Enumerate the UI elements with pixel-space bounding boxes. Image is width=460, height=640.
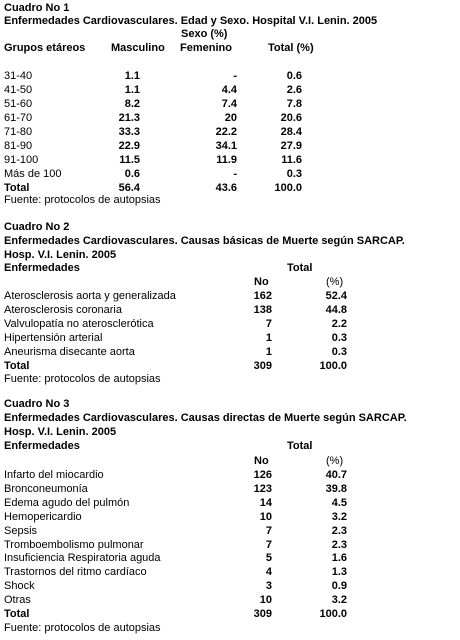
total-pct-cell: 100.0 [274,182,302,194]
table-row [0,290,460,304]
table-2-sub-pct: (%) [326,276,344,288]
count-cell: 162 [253,290,272,302]
table-1-source: Fuente: protocolos de autopsias [4,194,161,206]
table-3-title-line2: Hosp. V.I. Lenin. 2005 [4,426,117,438]
table-row [0,539,460,553]
table-row [0,580,460,594]
table-row [0,552,460,566]
cause-cell: Hemopericardio [4,510,82,523]
percent-cell: 40.7 [325,469,347,481]
female-pct-cell: - [233,168,237,180]
female-pct-cell: 34.1 [215,140,237,152]
table-3-caption: Cuadro No 3 [4,398,70,410]
count-cell: 1 [265,346,272,358]
table-2-col-header-total: Total [287,262,313,274]
table-row [0,126,460,140]
female-pct-cell: 7.4 [221,98,237,110]
female-pct-cell: - [233,70,237,82]
cause-cell: Total [4,608,30,620]
cause-cell: Hipertensión arterial [4,332,103,344]
cause-cell: Valvulopatía no aterosclerótica [4,318,154,330]
percent-cell: 44.8 [325,304,347,316]
table-row [0,168,460,182]
cause-cell: Otras [4,594,31,607]
cause-cell: Aterosclerosis aorta y generalizada [4,290,176,302]
age-group-cell: 91-100 [4,154,39,166]
count-cell: 4 [265,566,272,579]
cause-cell: Total [4,360,30,372]
percent-cell: 2.3 [331,524,347,537]
cause-cell: Trastornos del ritmo cardíaco [4,566,147,579]
percent-cell: 2.2 [331,318,347,330]
cause-cell: Aneurisma disecante aorta [4,346,135,358]
percent-cell: 3.2 [331,510,347,523]
male-pct-cell: 11.5 [119,154,140,166]
table-3-col-header-total: Total [287,440,313,452]
total-pct-cell: 27.9 [280,140,302,152]
cause-cell: Infarto del miocardio [4,469,104,481]
count-cell: 10 [259,594,272,607]
count-cell: 7 [265,538,272,551]
percent-cell: 52.4 [325,290,347,302]
male-pct-cell: 21.3 [118,112,140,124]
table-3-sub-no: No [254,455,269,467]
table-row [0,525,460,539]
male-pct-cell: 1.1 [124,84,140,96]
cause-cell: Shock [4,580,35,593]
table-row [0,70,460,84]
percent-cell: 1.3 [331,566,347,579]
table-2-title-line1: Enfermedades Cardiovasculares. Causas básicas de Muerte según SARCAP. [4,235,405,247]
table-2-col-header-left: Enfermedades [4,262,80,274]
table-row [0,566,460,580]
table-2-sub-no: No [254,276,269,288]
table-1-title: Enfermedades Cardiovasculares. Edad y Sexo. Hospital V.I. Lenin. 2005 [4,15,378,27]
female-pct-cell: 22.2 [215,126,237,138]
count-cell: 126 [253,469,272,481]
table-row [0,497,460,511]
total-pct-cell: 20.6 [280,112,302,124]
table-1-col-header-male: Masculino [111,42,165,54]
table-row [0,84,460,98]
table-3-sub-pct: (%) [326,455,344,467]
table-2-title-line2: Hosp. V.I. Lenin. 2005 [4,249,117,261]
table-2-total-row [0,360,460,374]
female-pct-cell: 43.6 [215,182,237,194]
count-cell: 3 [265,580,272,593]
table-3-total-row [0,608,460,622]
count-cell: 7 [265,524,272,537]
table-row [0,318,460,332]
table-row [0,98,460,112]
table-row [0,346,460,360]
cause-cell: Insuficiencia Respiratoria aguda [4,552,161,565]
cause-cell: Aterosclerosis coronaria [4,304,122,316]
percent-cell: 100.0 [319,608,347,620]
total-pct-cell: 2.6 [286,84,302,96]
age-group-cell: 51-60 [4,98,33,110]
percent-cell: 1.6 [331,552,347,565]
count-cell: 309 [253,608,272,620]
age-group-cell: 31-40 [4,70,33,82]
count-cell: 10 [259,510,272,523]
cause-cell: Tromboembolismo pulmonar [4,538,144,551]
age-group-cell: Total [4,182,30,194]
cause-cell: Bronconeumonía [4,482,88,495]
total-pct-cell: 28.4 [280,126,302,138]
cause-cell: Edema agudo del pulmón [4,496,130,509]
percent-cell: 0.3 [331,332,347,344]
percent-cell: 0.3 [331,346,347,358]
percent-cell: 3.2 [331,594,347,607]
female-pct-cell: 4.4 [221,84,237,96]
count-cell: 309 [253,360,272,372]
percent-cell: 0.9 [331,580,347,593]
table-row [0,304,460,318]
table-2-caption: Cuadro No 2 [4,221,70,233]
table-row [0,112,460,126]
total-pct-cell: 11.6 [281,154,302,166]
male-pct-cell: 8.2 [124,98,140,110]
cause-cell: Sepsis [4,524,38,537]
total-pct-cell: 0.3 [286,168,302,180]
male-pct-cell: 0.6 [124,168,140,180]
female-pct-cell: 11.9 [216,154,237,166]
percent-cell: 100.0 [319,360,347,372]
age-group-cell: 71-80 [4,126,33,138]
age-group-cell: 81-90 [4,140,33,152]
table-row [0,511,460,525]
count-cell: 7 [265,318,272,330]
table-row [0,594,460,608]
table-1-caption: Cuadro No 1 [4,2,70,14]
table-3-col-header-left: Enfermedades [4,440,80,452]
age-group-cell: 61-70 [4,112,33,124]
female-pct-cell: 20 [224,112,237,124]
age-group-cell: 41-50 [4,84,33,96]
male-pct-cell: 1.1 [124,70,140,82]
table-row [0,140,460,154]
table-3-source: Fuente: protocolos de autopsias [4,622,161,634]
table-row [0,483,460,497]
total-pct-cell: 7.8 [286,98,302,110]
count-cell: 1 [265,332,272,344]
table-1-col-header-group: Grupos etáreos [4,42,86,54]
age-group-cell: Más de 100 [4,168,62,180]
percent-cell: 4.5 [331,496,347,509]
table-1-col-header-female: Femenino [180,42,232,54]
male-pct-cell: 33.3 [118,126,140,138]
count-cell: 14 [259,496,272,509]
count-cell: 138 [253,304,272,316]
table-3-title-line1: Enfermedades Cardiovasculares. Causas directas de Muerte según SARCAP. [4,412,407,424]
table-2-source: Fuente: protocolos de autopsias [4,373,161,385]
percent-cell: 39.8 [325,482,347,495]
count-cell: 5 [265,552,272,565]
table-row [0,154,460,168]
male-pct-cell: 22.9 [118,140,140,152]
table-row [0,332,460,346]
total-pct-cell: 0.6 [286,70,302,82]
count-cell: 123 [253,482,272,495]
table-row [0,469,460,483]
table-1-group-header: Sexo (%) [181,28,228,40]
table-1-col-header-total: Total (%) [268,42,314,54]
male-pct-cell: 56.4 [118,182,140,194]
percent-cell: 2.3 [331,538,347,551]
